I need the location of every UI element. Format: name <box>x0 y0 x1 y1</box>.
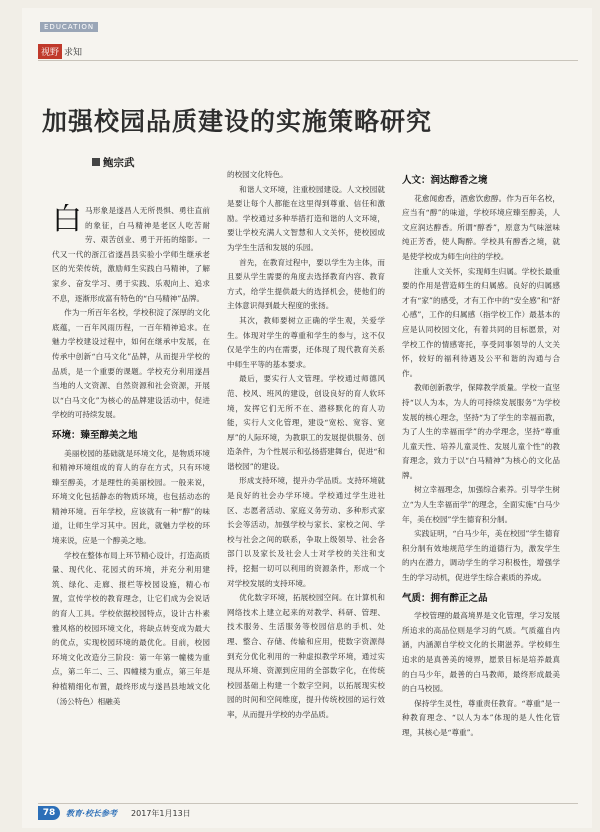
author-marker-icon <box>92 158 100 166</box>
magazine-page <box>22 8 592 828</box>
page-number: 78 <box>38 806 60 820</box>
drop-cap: 白 <box>52 204 82 237</box>
text-column-2 <box>227 168 385 808</box>
paragraph-text: 马形象是遂昌人无所畏惧、勇往直前的象征，白马精神是老区人吃苦耐劳、艰苦创业、勇于开拓的缩影。一代又一代的浙江省遂昌县实验小学师生继承老区的光荣传统，激励师生实践白马精神，了解家乡、奋发学习、勇于实践、乐观向上、追求不息，逐渐形成富有特色的“白马精神”品牌。 <box>52 206 210 303</box>
column-name: 求知 <box>64 48 83 58</box>
paragraph: 实践证明，“白马少年，美在校园”学生德育积分制有效地规范学生的道德行为，激发学生的内在潜力，调动学生的学习积极性，增强学生的学习动机，促进学生综合素质的养成。 <box>402 529 560 583</box>
paragraph: 其次，教师要树立正确的学生观，关爱学生。体现对学生的尊重和学生的参与，这不仅仅是学生的内在需要，还体现了现代教育关系中师生平等的基本要求。 <box>227 315 385 369</box>
paragraph: 最后，要实行人文管理。学校通过师德风范、校风、班风的建设，创设良好的育人软环境，发挥它们无所不在、潜移默化的育人功能，实行人文化管理，建设“宽松、宽容、宽厚”的人际环境，为教职工的发展提供服务、创造条件，为个性展示和弘扬搭建舞台，促进“和谐校园”的建设。 <box>227 374 385 471</box>
paragraph: 形成支持环境，提升办学品质。支持环境就是良好的社会办学环境。学校通过学生进社区、志愿者活动、家庭义务劳动、多种形式家长会等活动，加强学校与家长、家校之间、学校与社会之间的联系，争取上级领导、社会各部门以及家长及社会人士对学校的关注和支持，挖掘一切可以利用的资源条件，形成一个对学校发展的支持环境。 <box>227 476 385 588</box>
section-heading: 环境：臻至醇美之地 <box>52 429 138 441</box>
paragraph: 学校在整体布局上环节精心设计，打造高质量、现代化、花园式的环境，并充分利用建筑、绿化、走廊、报栏等校园设施，精心布置，宣传学校的教育理念，让它们成为会说话的育人工具。学校依据校园特点，设计古朴素雅风格的校园环境文化，将缺点转变成为最大的优点，实现校园环境的最优化。目前，校园环境文化改造分三阶段：第一年第一幢楼为重点，第二年二、三、四幢楼为重点，第三年是种植精细化布置，最终形成与遂昌县地域文化（汤公特色）相融美 <box>52 550 210 706</box>
paragraph: 花愈闻愈香，酒愈饮愈醇。作为百年名校，应当有“醇”的味道，学校环境应臻至醇美，人文应润达醇香。所谓“醇香”，原意为气味滋味纯正芳香，使人陶醉。学校具有醇香之境，就是使学校成为师生向往的学校。 <box>402 193 560 261</box>
column-header <box>38 44 82 59</box>
section-heading: 人文：润达醇香之境 <box>402 175 488 186</box>
paragraph: 保持学生灵性，尊重责任教育。“尊重”是一种教育理念、“以人为本”体现的是人性化管理，其核心是“尊重”。 <box>402 698 560 737</box>
paragraph: 学校管理的最高境界是文化管理，学习发展所追求的高品位则是学习的气质。气质蕴自内涵，内涵源自学校文化的长期滋养。学校师生追求的是真善美的境界，愿景目标是培养最真的白马少年，最善的白马教师，最终形成最美的白马校园。 <box>402 611 560 694</box>
paragraph: 美丽校园的基础就是环境文化，是物质环境和精神环境组成的育人的存在方式，只有环境臻至醇美，才是理性的美丽校园。一般来说，环境文化包括静态的物质环境，也包括动态的精神环境。百年学校，应该就有一种“醇”的味道，让师生学习其中。因此，就魅力学校的环境来说，应是一个醇美之地。 <box>52 448 210 546</box>
issue-date: 2017年1月13日 <box>131 808 191 818</box>
paragraph: 的校园文化特色。 <box>227 170 288 179</box>
education-label: EDUCATION <box>40 22 98 32</box>
paragraph <box>52 204 210 306</box>
journal-name: 教育·校长参考 <box>66 808 118 818</box>
author-name: 鲍宗武 <box>103 157 135 169</box>
paragraph: 和谐人文环境，注重校园建设。人文校园就是要让每个人都能在这里得到尊重、信任和激励。学校通过多种举措打造和谐的人文环境，要让学校充满人文智慧和人文关怀，使校园成为学生生活和发展的乐园。 <box>227 184 385 252</box>
page-footer <box>38 806 191 820</box>
paragraph: 优化数字环境，拓展校园空间。在计算机和网络技术上建立起来的对教学、科研、管理、技术服务、生活服务等校园信息的手机、处理、整合、存储、传输和应用，使数字资源得到充分优化利用的一种虚拟教学环境，通过实现从环境、资源到应用的全部数字化，在传统校园基础上构建一个数字空间，以拓展现实校园的时间和空间维度，提升传统校园的运行效率，从而提升学校的办学品质。 <box>227 593 385 719</box>
header-divider <box>38 60 578 61</box>
paragraph: 教师创新教学，保障教学质量。学校一直坚持“以人为本，为人的可持续发展服务”为学校发展的核心理念，坚持“为了学生的幸福而教，为了人生的幸福而学”的办学理念，坚持“尊重儿童天性、培养儿童灵性、发展儿童个性”的教育理念，致力于以“白马精神”为核心的文化品牌。 <box>402 383 560 480</box>
text-column-1 <box>52 204 210 804</box>
text-column-3 <box>402 168 560 808</box>
section-heading: 气质：拥有醉正之品 <box>402 592 488 604</box>
column-tag: 视野 <box>38 44 62 59</box>
paragraph: 注重人文关怀，实现师生归属。学校长最重要的作用是营造师生的归属感。良好的归属感才有“家”的感受，才有工作中的“安全感”和“舒心感”，工作的归属感（指学校工作）最基本的应是认同校园文化，有着共同的目标愿景，对学校工作的情感寄托，享受同事领导的人文关怀，较好的福利待遇及公平和谐的沟通与合作。 <box>402 266 560 378</box>
paragraph: 作为一所百年名校，学校积淀了深厚的文化底蕴，一百年风雨历程，一百年精神追求。在魅力学校建设过程中，如何在继承中发展，在传承中创新“白马文化”品牌，从而提升学校的品质，是一个重要的课题。学校充分利用遂昌当地的人文资源、自然资源和社会资源，开展以“白马文化”为核心的品牌建设活动中，促进学校的可持续发展。 <box>52 308 210 420</box>
footer-divider <box>38 803 578 804</box>
paragraph: 首先，在教育过程中，要以学生为主体，而且要从学生需要的角度去选择教育内容、教育方式，给学生提供最大的选择机会，使他们的主体意识得到最大程度的张扬。 <box>227 257 385 311</box>
article-title: 加强校园品质建设的实施策略研究 <box>42 107 433 136</box>
paragraph: 树立幸福理念，加强综合素养。引导学生树立“为人生幸福而学”的理念，全面实施“白马少年，美在校园”学生德育积分制。 <box>402 485 560 524</box>
article-author <box>92 155 135 170</box>
